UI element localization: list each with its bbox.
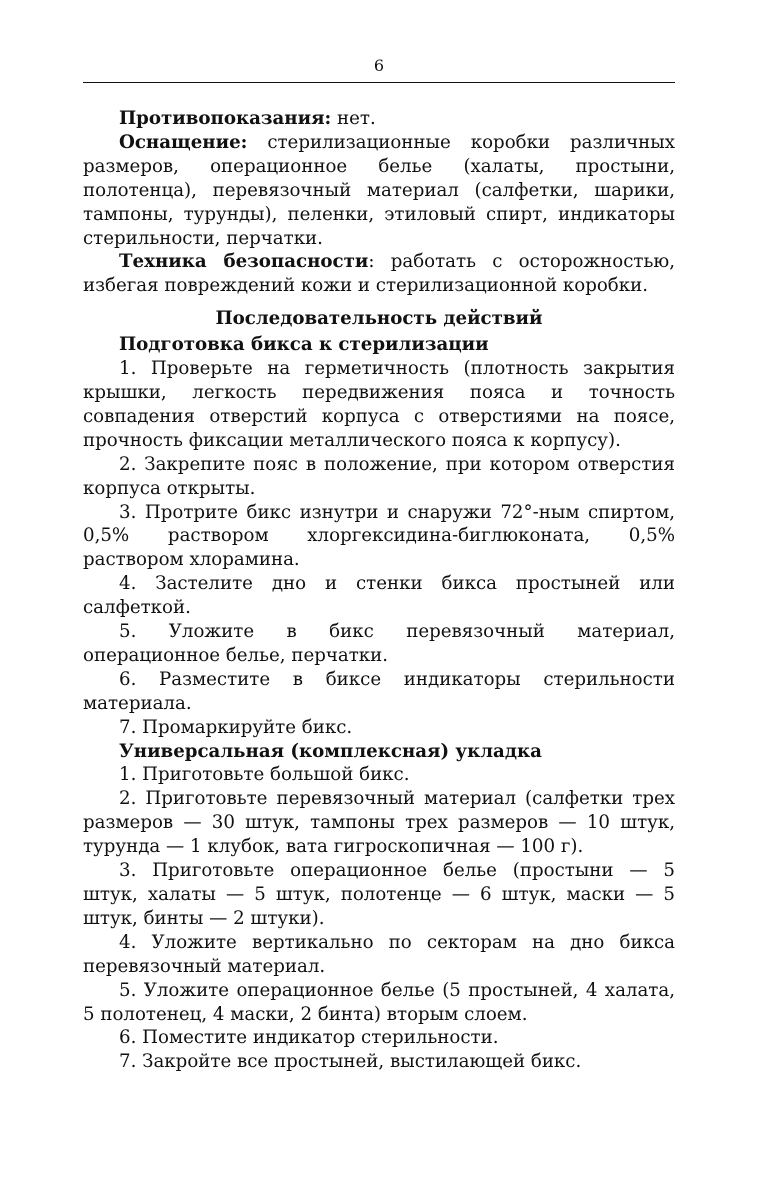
universal-step: 2. Приготовьте перевязочный материал (салфетки трех размеров — 30 штук, тампоны трех размеров — 10 штук, турунда — 1 клубок, вата гигроскопичная — 100 г). xyxy=(83,788,675,858)
prep-step: 7. Промаркируйте бикс. xyxy=(119,716,353,738)
universal-step: 1. Приготовьте большой бикс. xyxy=(119,764,410,786)
book-page xyxy=(83,56,675,1074)
universal-heading: Универсальная (комплексная) укладка xyxy=(119,740,542,762)
universal-step: 3. Приготовьте операционное белье (простыни — 5 штук, халаты — 5 штук, полотенце — 6 штук, маски — 5 штук, бинты — 2 штуки). xyxy=(83,860,675,929)
page-number: 6 xyxy=(373,56,385,75)
equipment-paragraph xyxy=(83,131,675,251)
prep-step: 6. Разместите в биксе индикаторы стерильности материала. xyxy=(83,668,675,714)
prep-step: 5. Уложите в бикс перевязочный материал, операционное белье, перчатки. xyxy=(83,621,675,666)
safety-paragraph xyxy=(83,250,675,298)
contraindications-text: нет. xyxy=(331,108,376,129)
contraindications-paragraph xyxy=(83,107,675,131)
page-content xyxy=(83,107,675,1074)
prep-step: 1. Проверьте на герметичность (плотность закрытия крышки, легкость передвижения пояса и точность совпадения отверстий корпуса с отверстиями на поясе, прочность фиксации металлического пояса к корпусу). xyxy=(83,358,675,451)
prep-step: 4. Застелите дно и стенки бикса простыней или салфеткой. xyxy=(83,573,675,619)
safety-text: : работать с осторожностью, избегая повреждений кожи и стерилизационной коробки. xyxy=(83,251,675,297)
universal-step: 5. Уложите операционное белье (5 простыней, 4 халата, 5 полотенец, 4 маски, 2 бинта) вторым слоем. xyxy=(83,979,675,1025)
safety-label: Техника безопасности xyxy=(119,251,369,273)
prep-heading: Подготовка бикса к стерилизации xyxy=(119,334,489,356)
equipment-label: Оснащение: xyxy=(119,131,248,153)
prep-step: 3. Протрите бикс изнутри и снаружи 72°-ным спиртом, 0,5% раствором хлоргексидина-биглюконата, 0,5% раствором хлорамина. xyxy=(83,501,675,571)
header-rule xyxy=(83,82,675,83)
equipment-text: стерилизационные коробки различных размеров, операционное белье (халаты, простыни, полотенца), перевязочный материал (салфетки, шарики, тампоны, турунды), пеленки, этиловый спирт, индикаторы стерильности, перчатки. xyxy=(83,131,675,249)
universal-step: 4. Уложите вертикально по секторам на дно бикса перевязочный материал. xyxy=(83,931,675,977)
sequence-heading: Последовательность действий xyxy=(215,308,543,330)
universal-step: 6. Поместите индикатор стерильности. xyxy=(119,1027,499,1049)
prep-step: 2. Закрепите пояс в положение, при котором отверстия корпуса открыты. xyxy=(83,453,675,499)
contraindications-label: Противопоказания: xyxy=(119,108,332,129)
universal-step: 7. Закройте все простыней, выстилающей бикс. xyxy=(119,1051,582,1073)
